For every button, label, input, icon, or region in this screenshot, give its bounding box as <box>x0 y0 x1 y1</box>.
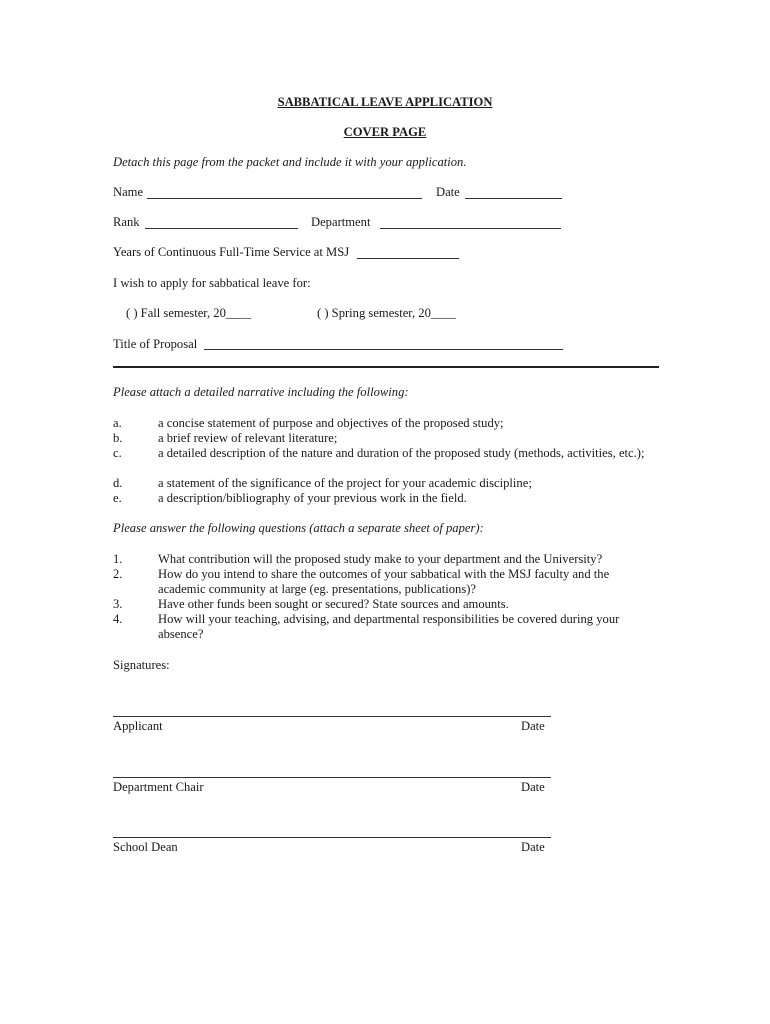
years-service-label: Years of Continuous Full-Time Service at MSJ <box>113 245 350 259</box>
list-marker: b. <box>113 431 123 445</box>
name-field[interactable] <box>147 198 422 199</box>
list-item: How will your teaching, advising, and departmental responsibilities be covered during your absence? <box>158 612 620 641</box>
department-field[interactable] <box>380 228 561 229</box>
list-marker: 1. <box>113 552 123 566</box>
questions-heading: Please answer the following questions (attach a separate sheet of paper): <box>113 521 484 535</box>
date-label: Date <box>436 185 460 199</box>
dean-label: School Dean <box>113 840 178 854</box>
list-item: How do you intend to share the outcomes of your sabbatical with the MSJ faculty and the academic community at large (eg. presentations, publications)? <box>158 567 610 596</box>
list-item: a detailed description of the nature and duration of the proposed study (methods, activities, etc.); <box>158 446 645 460</box>
rank-label: Rank <box>113 215 140 229</box>
chair-date-label: Date <box>521 780 545 794</box>
apply-label: I wish to apply for sabbatical leave for: <box>113 276 311 290</box>
applicant-date-label: Date <box>521 719 545 733</box>
list-marker: a. <box>113 416 122 430</box>
department-label: Department <box>311 215 371 229</box>
applicant-label: Applicant <box>113 719 163 733</box>
list-marker: 2. <box>113 567 123 581</box>
proposal-title-label: Title of Proposal <box>113 337 198 351</box>
narrative-heading: Please attach a detailed narrative including the following: <box>113 385 409 399</box>
rank-field[interactable] <box>145 228 298 229</box>
signatures-heading: Signatures: <box>113 658 170 672</box>
list-marker: e. <box>113 491 122 505</box>
list-item: a description/bibliography of your previous work in the field. <box>158 491 467 505</box>
years-service-field[interactable] <box>357 258 459 259</box>
dean-signature-line[interactable] <box>113 837 551 838</box>
list-item: a concise statement of purpose and objectives of the proposed study; <box>158 416 504 430</box>
page-subtitle: COVER PAGE <box>343 125 427 139</box>
spring-semester-option[interactable]: ( ) Spring semester, 20____ <box>317 306 457 320</box>
list-item: a statement of the significance of the project for your academic discipline; <box>158 476 532 490</box>
date-field[interactable] <box>465 198 562 199</box>
list-item: Have other funds been sought or secured? State sources and amounts. <box>158 597 509 611</box>
list-item: a brief review of relevant literature; <box>158 431 338 445</box>
page-title: SABBATICAL LEAVE APPLICATION <box>277 95 493 109</box>
instruction-text: Detach this page from the packet and include it with your application. <box>113 155 467 169</box>
section-divider <box>113 366 659 368</box>
proposal-title-field[interactable] <box>204 349 563 350</box>
dean-date-label: Date <box>521 840 545 854</box>
list-marker: c. <box>113 446 122 460</box>
applicant-signature-line[interactable] <box>113 716 551 717</box>
list-marker: 4. <box>113 612 123 626</box>
chair-label: Department Chair <box>113 780 204 794</box>
chair-signature-line[interactable] <box>113 777 551 778</box>
list-marker: 3. <box>113 597 123 611</box>
fall-semester-option[interactable]: ( ) Fall semester, 20____ <box>126 306 252 320</box>
list-marker: d. <box>113 476 123 490</box>
name-label: Name <box>113 185 144 199</box>
list-item: What contribution will the proposed study make to your department and the University? <box>158 552 603 566</box>
